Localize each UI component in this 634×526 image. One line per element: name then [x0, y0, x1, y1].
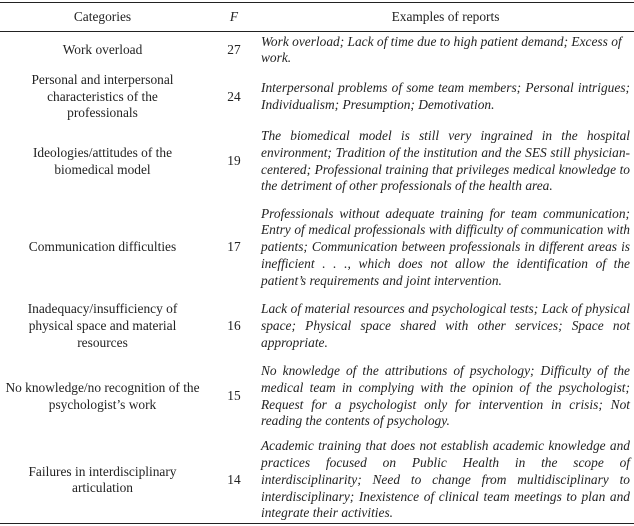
frequency-cell: 17: [227, 239, 241, 255]
category-cell: No knowledge/no recognition of the psychologist’s work: [5, 379, 200, 412]
frequency-cell: 15: [227, 388, 241, 404]
category-cell: Failures in interdisciplinary articulation: [28, 463, 177, 496]
examples-cell: Work overload; Lack of time due to high patient demand; Excess of work.: [261, 33, 622, 66]
frequency-cell: 16: [227, 318, 241, 334]
category-cell: Ideologies/attitudes of the biomedical model: [32, 144, 173, 177]
examples-cell: Interpersonal problems of some team members; Personal intrigues; Individualism; Presumption; Demotivation.: [261, 80, 630, 112]
table-row: [0, 69, 634, 126]
header-categories: Categories: [73, 8, 132, 24]
examples-cell: The biomedical model is still very ingrained in the hospital environment; Tradition of the institution and the SES still physician-centered; Professional training that privileges medical knowledge to the detriment of other professionals of the health area.: [261, 128, 630, 194]
category-cell: Inadequacy/insufficiency of physical space and material resources: [27, 301, 178, 350]
table-row: [0, 356, 634, 438]
header-examples: Examples of reports: [391, 8, 500, 24]
frequency-cell: 27: [227, 41, 241, 57]
frequency-cell: 19: [227, 153, 241, 169]
table-row: [0, 126, 634, 198]
category-cell: Work overload: [62, 41, 143, 57]
frequency-cell: 14: [227, 471, 241, 487]
frequency-cell: 24: [227, 88, 241, 104]
table-row: [0, 438, 634, 524]
header-row: [0, 3, 634, 32]
table-row: [0, 32, 634, 69]
table-row: [0, 198, 634, 298]
header-frequency: F: [229, 8, 239, 24]
table-row: [0, 298, 634, 356]
examples-cell: Professionals without adequate training for team communication; Entry of medical professionals with difficulty of communication with patients; Communication between professionals in different areas is inefficient . . ., which does not allow the identification of the patient’s requirements and joint intervention.: [261, 205, 630, 288]
examples-cell: No knowledge of the attributions of psychology; Difficulty of the medical team in complying with the opinion of the psychologist; Request for a psychologist only for intervention in crisis; Not reading the contents of psychology.: [261, 363, 630, 429]
examples-cell: Academic training that does not establish academic knowledge and practices focused on Public Health in the scope of interdisciplinarity; Need to change from multidisciplinary to interdisciplinary; Inexistence of clinical team meetings to plan and integrate their activities.: [261, 438, 630, 521]
examples-cell: Lack of material resources and psychological tests; Lack of physical space; Physical space shared with other services; Space not appropriate.: [261, 301, 630, 350]
reports-table: [0, 2, 634, 524]
category-cell: Communication difficulties: [28, 239, 177, 255]
category-cell: Personal and interpersonal characteristics of the professionals: [31, 71, 174, 121]
